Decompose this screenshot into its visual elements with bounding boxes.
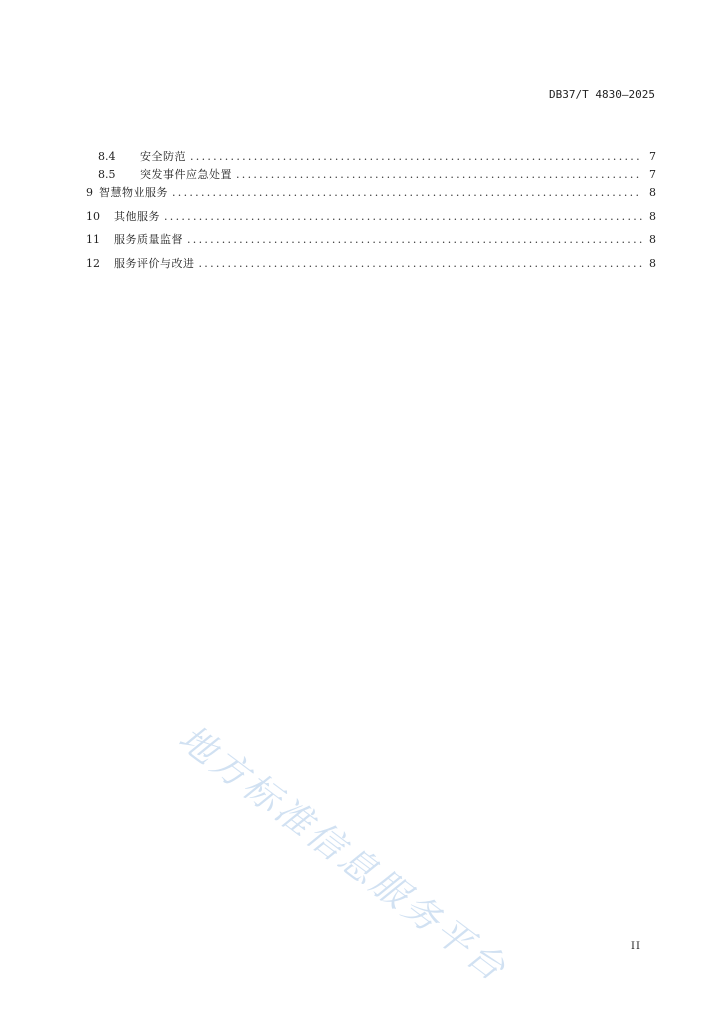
toc-entry-8-4[interactable] — [86, 150, 656, 168]
page-number: II — [631, 941, 641, 952]
toc-entry-title: 服务评价与改进 — [114, 256, 195, 270]
toc-entry-page: 7 — [649, 168, 656, 181]
toc-entry-number: 12 — [86, 256, 100, 270]
toc-entry-10[interactable] — [86, 210, 656, 234]
toc-entry-title: 安全防范 — [140, 150, 186, 163]
toc-entry-page: 8 — [649, 233, 656, 246]
toc-entry-12[interactable] — [86, 257, 656, 281]
toc-entry-number: 8.4 — [98, 150, 116, 163]
toc-entry-11[interactable] — [86, 233, 656, 257]
toc-leader-dots — [187, 233, 642, 247]
toc-leader-dots — [172, 186, 642, 200]
toc-entry-page: 7 — [649, 150, 656, 163]
document-code: DB37/T 4830—2025 — [549, 88, 655, 101]
toc-entry-title: 智慧物业服务 — [99, 186, 168, 199]
toc-leader-dots — [236, 168, 642, 182]
toc-leader-dots — [164, 210, 642, 224]
toc-entry-number: 10 — [86, 209, 100, 223]
toc-entry-number: 9 — [86, 186, 93, 199]
toc-entry-page: 8 — [649, 209, 656, 223]
toc-entry-title: 突发事件应急处置 — [140, 168, 232, 181]
toc-leader-dots — [190, 150, 642, 164]
toc-entry-number: 8.5 — [98, 168, 116, 181]
toc-entry-8-5[interactable] — [86, 168, 656, 186]
watermark: 地方标准信息服务平台 — [170, 717, 515, 992]
toc-entry-page: 8 — [649, 186, 656, 199]
table-of-contents — [86, 150, 656, 280]
toc-leader-dots — [199, 257, 643, 271]
toc-entry-title: 其他服务 — [114, 209, 160, 223]
toc-entry-number: 11 — [86, 233, 100, 246]
toc-entry-9[interactable] — [86, 186, 656, 210]
toc-entry-title: 服务质量监督 — [114, 233, 183, 246]
toc-entry-page: 8 — [649, 256, 656, 270]
